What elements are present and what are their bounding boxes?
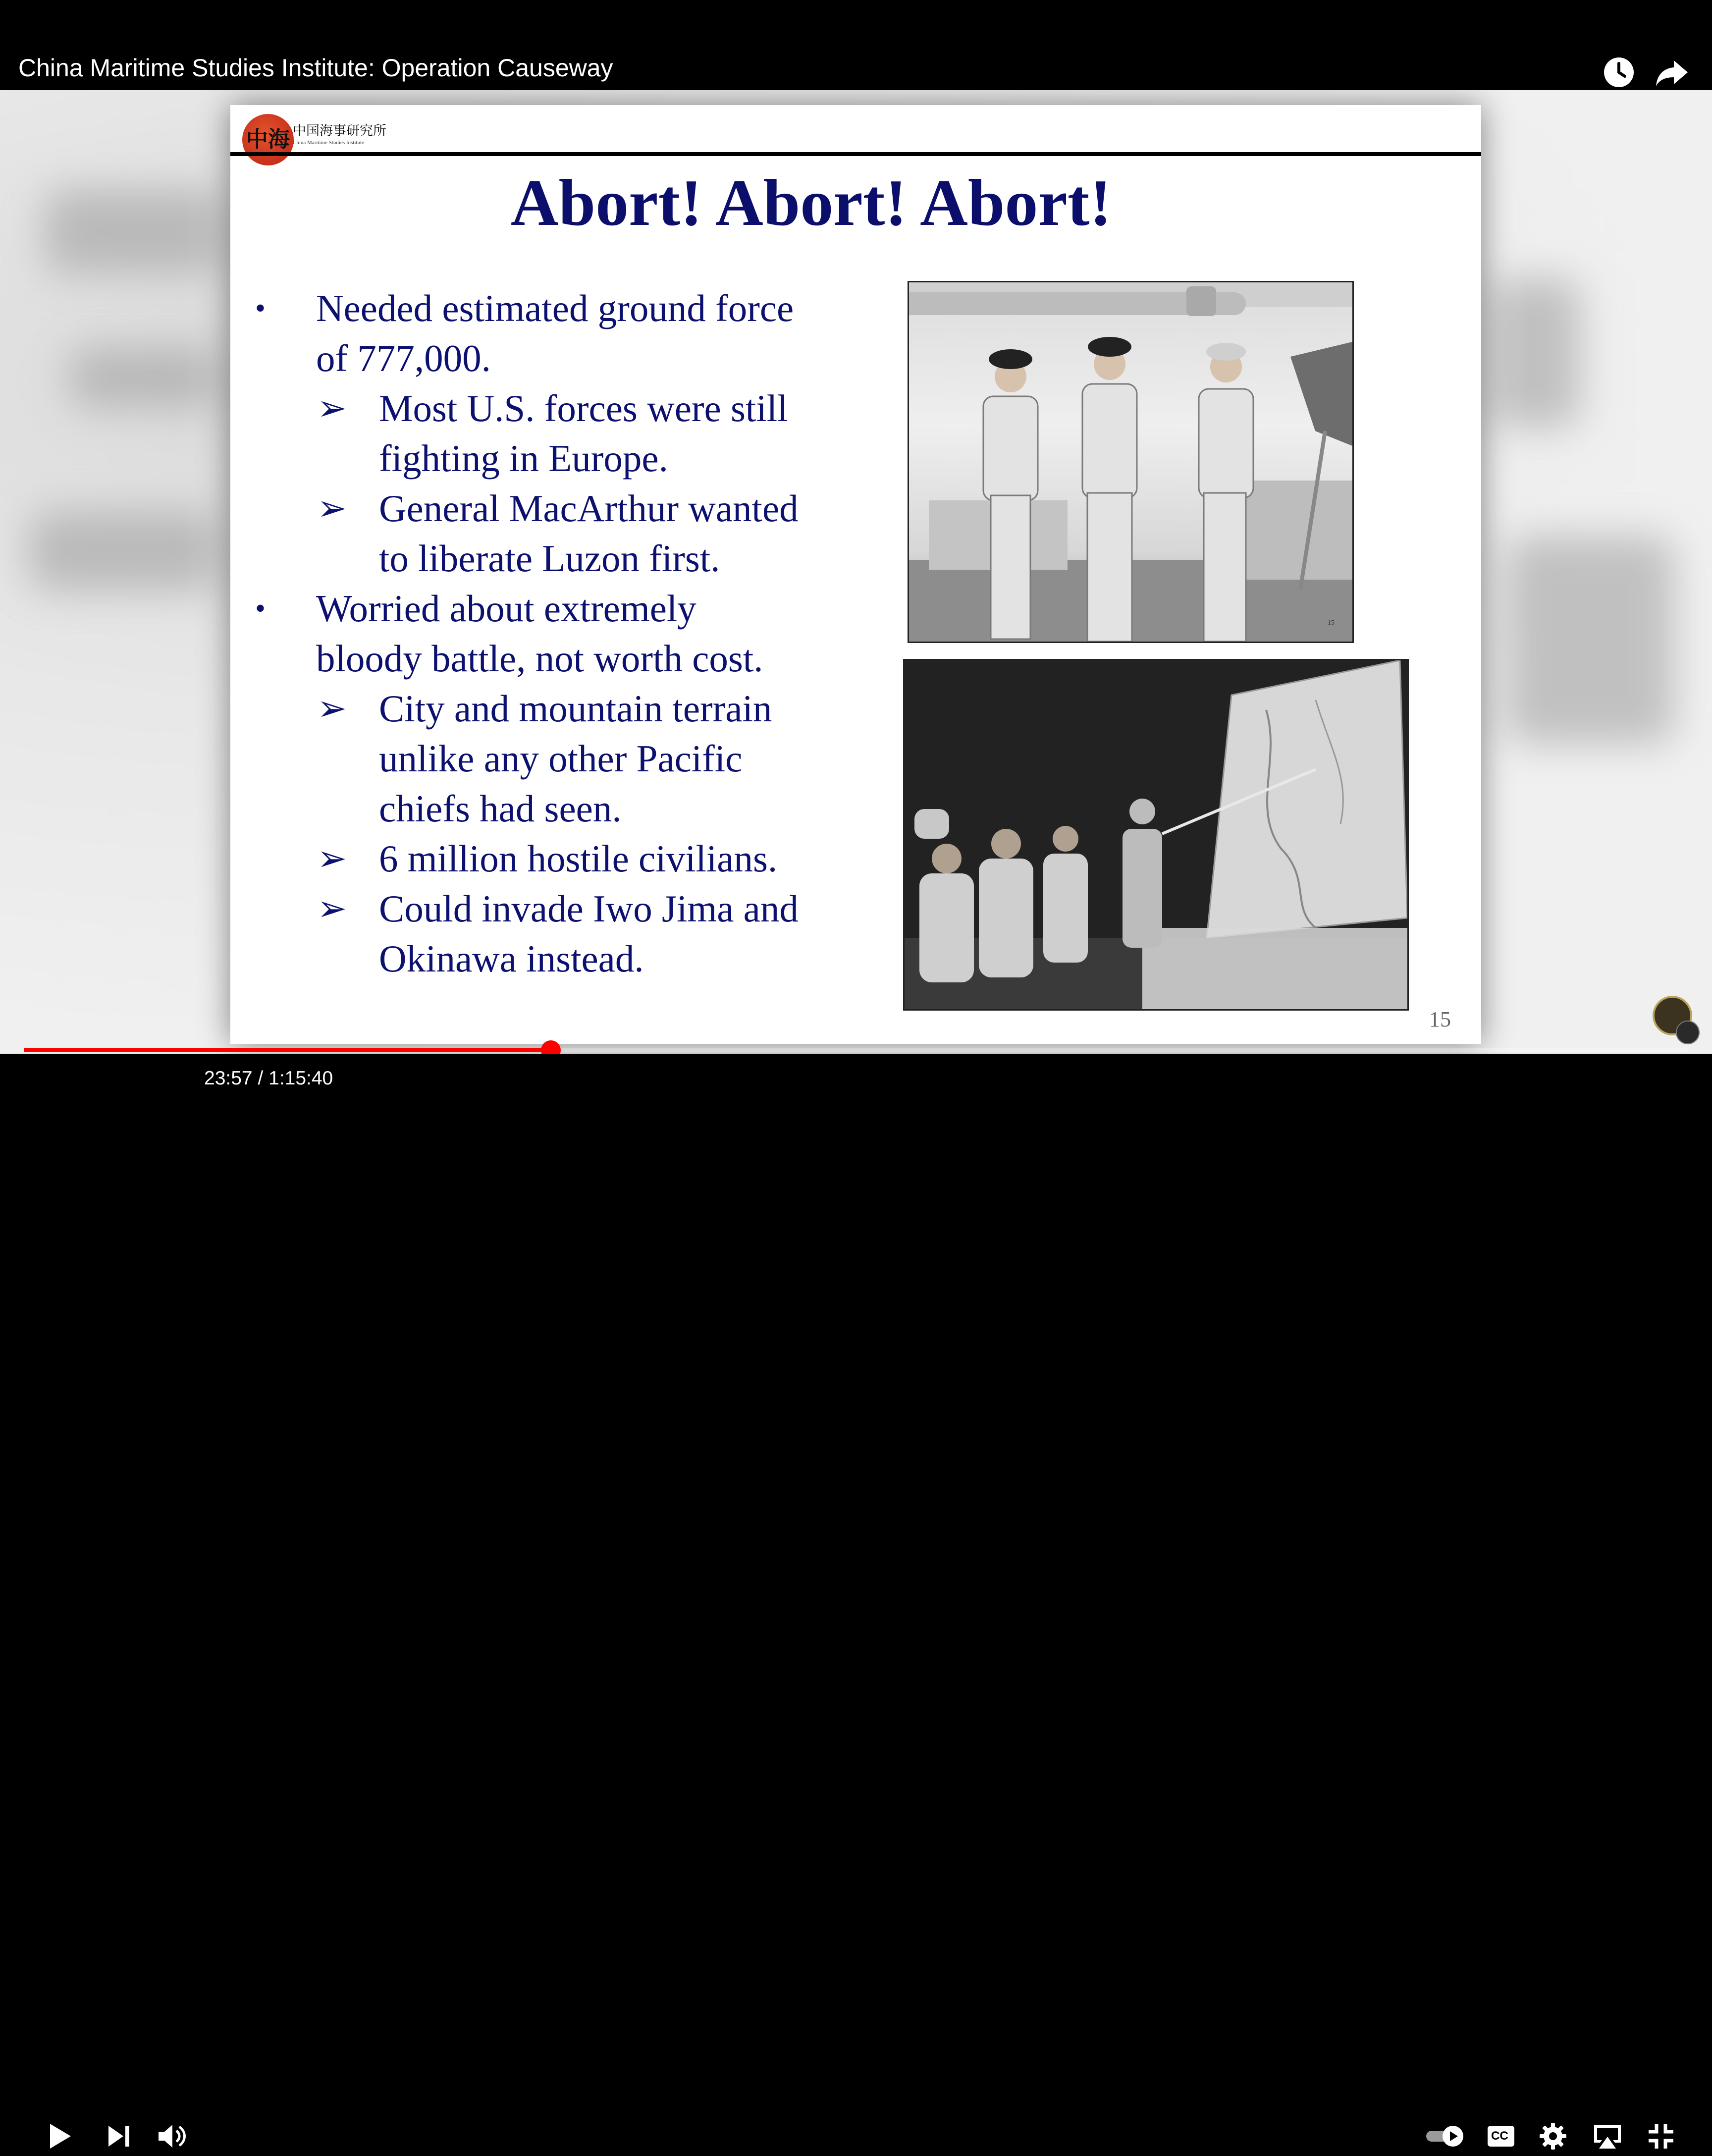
bullet-line: Needed estimated ground force (316, 287, 794, 329)
sub-bullet-line: unlike any other Pacific (379, 737, 743, 780)
bullet-icon: • (255, 292, 266, 324)
sub-bullet-item (255, 484, 919, 584)
duration: 1:15:40 (268, 1068, 333, 1089)
background-blur (45, 189, 223, 273)
gear-icon[interactable] (1536, 2119, 1570, 2154)
progress-bar-played (24, 1048, 551, 1052)
time-display (204, 1068, 333, 1089)
clock-icon[interactable] (1600, 54, 1638, 91)
institute-logo: 中海 (242, 114, 294, 165)
header-divider (230, 152, 1481, 156)
photo-mark: 15 (1328, 619, 1335, 627)
bullet-line: bloody battle, not worth cost. (316, 637, 763, 680)
background-blur (1491, 278, 1580, 427)
exit-fullscreen-icon[interactable] (1644, 2119, 1678, 2154)
bullet-item (255, 283, 919, 383)
cc-label: CC (1491, 2129, 1508, 2143)
sub-bullet-line: chiefs had seen. (379, 787, 622, 830)
sub-bullet-line: 6 million hostile civilians. (379, 837, 778, 880)
bullet-icon: • (255, 592, 266, 625)
time-separator: / (252, 1068, 269, 1089)
player-controls (0, 1054, 1712, 2143)
slide-title: Abort! Abort! Abort! (510, 166, 1112, 239)
airplay-icon[interactable] (1590, 2119, 1625, 2154)
info-icon[interactable] (1676, 1021, 1700, 1044)
background-blur (69, 348, 218, 407)
sub-bullet-line: Could invade Iwo Jima and (379, 887, 799, 930)
bullet-line: of 777,000. (316, 337, 491, 379)
photo-map-briefing (903, 659, 1409, 1011)
logo-text-chinese: 中国海事研究所 (293, 123, 386, 139)
sub-bullet-item (255, 834, 919, 884)
top-bar (0, 0, 1712, 90)
presentation-slide (230, 105, 1481, 1044)
video-frame[interactable] (0, 90, 1712, 1054)
sub-bullet-line: Okinawa instead. (379, 937, 644, 980)
sub-bullet-item (255, 884, 919, 984)
play-icon[interactable] (42, 2119, 77, 2154)
bullet-item (255, 584, 919, 684)
arrow-icon: ➢ (317, 388, 347, 428)
arrow-icon: ➢ (317, 488, 347, 528)
photo-three-officers (908, 281, 1354, 643)
share-icon[interactable] (1653, 54, 1691, 91)
sub-bullet-item (255, 684, 919, 834)
logo-text-english: China Maritime Studies Institute (293, 140, 364, 146)
bullet-line: Worried about extremely (316, 587, 696, 630)
arrow-icon: ➢ (317, 839, 347, 878)
volume-icon[interactable] (154, 2119, 188, 2154)
bullet-list (255, 283, 919, 984)
video-title[interactable]: China Maritime Studies Institute: Operation Causeway (18, 54, 613, 82)
sub-bullet-line: General MacArthur wanted (379, 487, 799, 530)
sub-bullet-line: fighting in Europe. (379, 437, 668, 480)
sub-bullet-line: Most U.S. forces were still (379, 387, 788, 430)
autoplay-toggle-icon[interactable] (1424, 2119, 1469, 2154)
background-blur (1506, 536, 1674, 744)
sub-bullet-line: City and mountain terrain (379, 687, 772, 730)
slide-header (230, 105, 1481, 155)
current-time: 23:57 (204, 1068, 253, 1089)
progress-bar[interactable] (24, 1048, 1688, 1052)
background-blur (30, 511, 218, 591)
cc-icon[interactable] (1484, 2119, 1518, 2154)
slide-page-number: 15 (1429, 1007, 1451, 1031)
next-icon[interactable] (102, 2119, 136, 2154)
arrow-icon: ➢ (317, 689, 347, 728)
sub-bullet-item (255, 383, 919, 484)
sub-bullet-line: to liberate Luzon first. (379, 537, 720, 580)
arrow-icon: ➢ (317, 889, 347, 928)
